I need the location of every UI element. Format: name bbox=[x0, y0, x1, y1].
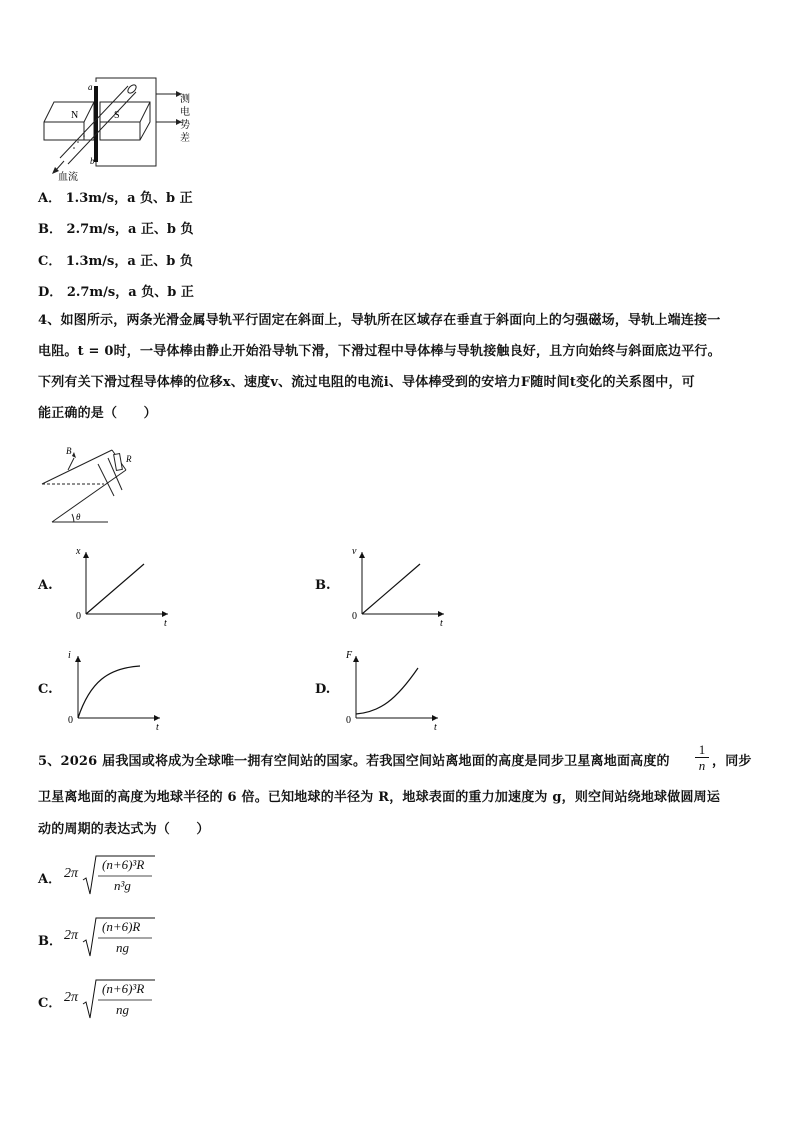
graph-curve bbox=[78, 666, 140, 718]
magnet-s-label: S bbox=[114, 110, 120, 121]
q4-graph-c bbox=[62, 644, 172, 736]
q5-option-a-denominator: n³g bbox=[114, 878, 131, 893]
incline-theta-label: θ bbox=[76, 512, 81, 522]
origin-label: 0 bbox=[346, 715, 351, 726]
q4-option-b-letter: B. bbox=[315, 578, 331, 593]
y-axis-arrow-icon bbox=[359, 552, 365, 558]
x-axis-arrow-icon bbox=[438, 611, 444, 617]
incline-r-label: R bbox=[126, 454, 132, 464]
graph-curve bbox=[362, 564, 420, 614]
x-axis-label: t bbox=[434, 722, 437, 733]
electrode-a-label: a bbox=[88, 82, 93, 92]
x-axis-label: t bbox=[440, 618, 443, 629]
q5-line-3: 动的周期的表达式为（ ） bbox=[38, 822, 210, 837]
y-axis-arrow-icon bbox=[353, 656, 359, 662]
q4-graph-b bbox=[346, 540, 456, 632]
measure-char-4: 差 bbox=[180, 133, 190, 144]
q3-option-c: C． 1.3m/s，a 正、b 负 bbox=[38, 254, 193, 269]
q4-line-4: 能正确的是（ ） bbox=[38, 406, 157, 421]
q4-line-3: 下列有关下滑过程导体棒的位移x、速度v、流过电阻的电流i、导体棒受到的安培力F随时间t变化的关系图中，可 bbox=[38, 375, 695, 390]
q5-option-b-prefix: 2π bbox=[64, 928, 79, 943]
x-axis-label: t bbox=[164, 618, 167, 629]
x-axis-arrow-icon bbox=[162, 611, 168, 617]
graph-curve bbox=[356, 668, 418, 714]
q3-option-b: B． 2.7m/s，a 正、b 负 bbox=[38, 222, 194, 237]
q5-option-b-denominator: ng bbox=[116, 940, 129, 955]
blood-flow-label: 血流 bbox=[58, 172, 78, 183]
electrode-b-label: b bbox=[90, 156, 95, 166]
origin-label: 0 bbox=[76, 611, 81, 622]
q4-option-d-letter: D. bbox=[315, 682, 331, 697]
q5-line-1-text: 5、2026 届我国或将成为全球唯一拥有空间站的国家。若我国空间站离地面的高度是同步卫星离地面高度的 bbox=[38, 754, 670, 769]
q5-line-2: 卫星离地面的高度为地球半径的 6 倍。已知地球的半径为 R，地球表面的重力加速度为 g，则空间站绕地球做圆周运 bbox=[38, 790, 721, 805]
x-axis-arrow-icon bbox=[154, 715, 160, 721]
measure-char-3: 势 bbox=[180, 120, 190, 131]
origin-label: 0 bbox=[352, 611, 357, 622]
x-axis-label: t bbox=[156, 722, 159, 733]
q5-option-c-letter: C． bbox=[38, 996, 62, 1011]
q5-option-b-numerator: (n+6)R bbox=[102, 919, 141, 934]
q3-option-a: A． 1.3m/s，a 负、b 正 bbox=[38, 191, 193, 206]
y-axis-label: i bbox=[68, 650, 71, 661]
y-axis-label: v bbox=[352, 546, 357, 557]
q5-option-c-denominator: ng bbox=[116, 1002, 129, 1017]
graph-curve bbox=[86, 564, 144, 614]
q5-option-b-letter: B． bbox=[38, 934, 62, 949]
q5-option-c-prefix: 2π bbox=[64, 990, 79, 1005]
measure-char-1: 测 bbox=[180, 94, 190, 105]
q4-option-a-letter: A. bbox=[38, 578, 53, 593]
origin-label: 0 bbox=[68, 715, 73, 726]
q5-option-a-prefix: 2π bbox=[64, 866, 79, 881]
y-axis-label: F bbox=[346, 650, 353, 661]
y-axis-arrow-icon bbox=[83, 552, 89, 558]
q3-option-d: D． 2.7m/s，a 负、b 正 bbox=[38, 285, 194, 300]
q4-graph-d bbox=[340, 644, 450, 736]
q5-option-a-numerator: (n+6)³R bbox=[102, 857, 145, 872]
q4-line-2: 电阻。t = 0时，一导体棒由静止开始沿导轨下滑，下滑过程中导体棒与导轨接触良好，且方向始终与斜面底边平行。 bbox=[38, 344, 721, 359]
x-axis-arrow-icon bbox=[432, 715, 438, 721]
incline-rails-figure bbox=[38, 442, 138, 528]
q5-fraction bbox=[695, 742, 709, 773]
q4-graph-a bbox=[70, 540, 180, 632]
blood-flow-meter-diagram bbox=[38, 74, 198, 186]
magnet-n-label: N bbox=[71, 110, 79, 121]
y-axis-label: x bbox=[76, 546, 81, 557]
incline-b-label: B bbox=[66, 446, 72, 456]
q4-option-c-letter: C. bbox=[38, 682, 53, 697]
q5-line-1 bbox=[38, 753, 778, 771]
q4-line-1: 4、如图所示，两条光滑金属导轨平行固定在斜面上，导轨所在区域存在垂直于斜面向上的匀强磁场，导轨上端连接一 bbox=[38, 313, 721, 328]
y-axis-arrow-icon bbox=[75, 656, 81, 662]
q5-option-a-letter: A． bbox=[38, 872, 62, 887]
q5-fraction-numerator: 1 bbox=[695, 742, 709, 758]
q5-line-1-end: ，同步 bbox=[712, 754, 752, 769]
q5-fraction-denominator: n bbox=[698, 758, 706, 773]
measure-char-2: 电 bbox=[180, 107, 190, 118]
q5-option-c-numerator: (n+6)³R bbox=[102, 981, 145, 996]
